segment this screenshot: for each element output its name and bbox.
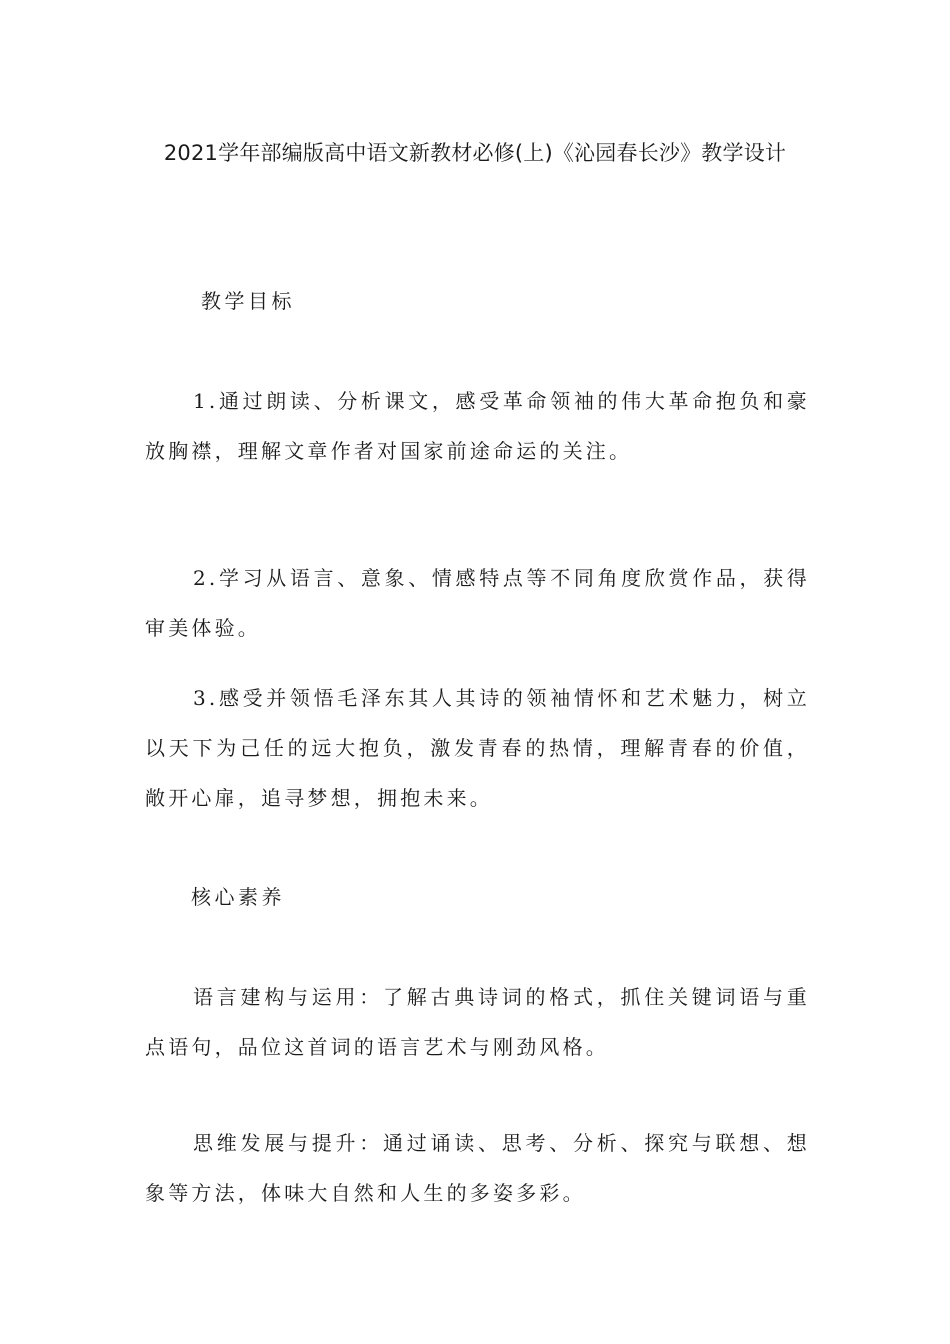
- paragraph-goal-1: 1.通过朗读、分析课文，感受革命领袖的伟大革命抱负和豪放胸襟，理解文章作者对国家前途命运的关注。: [145, 389, 810, 463]
- document-title: 2021学年部编版高中语文新教材必修(上)《沁园春长沙》教学设计: [163, 141, 787, 165]
- section-heading-teaching-goals: 教学目标: [201, 289, 295, 313]
- paragraph-goal-2: 2.学习从语言、意象、情感特点等不同角度欣赏作品，获得审美体验。: [145, 566, 810, 640]
- section-heading-core-literacy: 核心素养: [191, 885, 285, 909]
- paragraph-goal-3: 3.感受并领悟毛泽东其人其诗的领袖情怀和艺术魅力，树立以天下为己任的远大抱负，激发青春的热情，理解青春的价值，敞开心扉，追寻梦想，拥抱未来。: [145, 686, 810, 810]
- paragraph-literacy-1: 语言建构与运用：了解古典诗词的格式，抓住关键词语与重点语句，品位这首词的语言艺术与刚劲风格。: [145, 985, 810, 1059]
- paragraph-literacy-2: 思维发展与提升：通过诵读、思考、分析、探究与联想、想象等方法，体味大自然和人生的多姿多彩。: [145, 1131, 810, 1205]
